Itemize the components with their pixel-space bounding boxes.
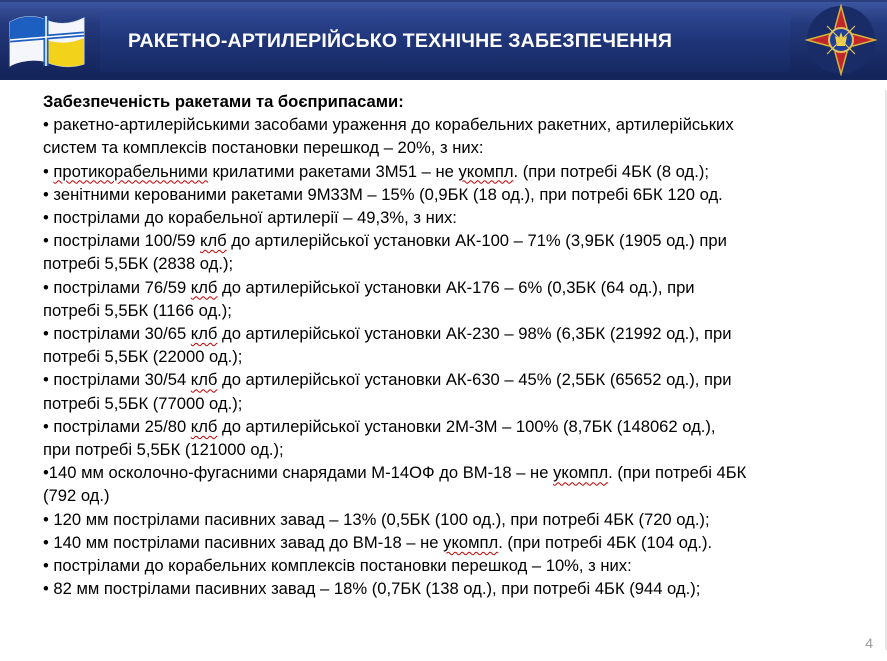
- content-lines: [43, 113, 873, 600]
- header-bar: [0, 0, 887, 80]
- line-text: • 120 мм пострілами пасивних завад – 13% (0,5БК (100 од.), при потребі 4БК (720 од.);: [43, 509, 710, 529]
- line-text: • ракетно-артилерійськими засобами ураження до корабельних ракетних, артилерійських: [43, 115, 734, 135]
- line-text: • пострілами 25/80: [43, 416, 191, 436]
- list-item: [43, 415, 873, 438]
- line-text: •: [43, 161, 54, 181]
- list-item: [43, 392, 873, 415]
- line-text: до артилерійської установки АК-230 – 98% (6,3БК (21992 од.), при: [217, 324, 732, 344]
- line-text: • пострілами 30/54: [43, 370, 191, 390]
- line-text: • пострілами 30/65: [43, 324, 191, 344]
- line-text: до артилерійської установки АК-176 – 6% (0,3БК (64 од.), при: [217, 277, 695, 297]
- spellcheck-word: укомпл: [443, 532, 499, 552]
- list-item: [43, 484, 873, 507]
- line-text: потребі 5,5БК (22000 од.);: [43, 347, 243, 367]
- spellcheck-word: укомпл: [458, 161, 514, 181]
- list-item: [43, 276, 873, 299]
- spellcheck-word: клб: [200, 231, 227, 251]
- line-text: потребі 5,5БК (2838 од.);: [43, 254, 234, 274]
- spellcheck-word: клб: [190, 370, 218, 390]
- content-heading: Забезпеченість ракетами та боєприпасами:: [43, 92, 404, 111]
- list-item: [43, 461, 873, 484]
- line-text: • зенітними керованими ракетами 9М33М – 15% (0,9БК (18 од.), при потребі 6БК 120 од.: [43, 184, 723, 204]
- line-text: • пострілами до корабельних комплексів постановки перешкод – 10%, з них:: [43, 556, 632, 576]
- line-text: • 140 мм пострілами пасивних завад до ВМ-18 – не: [43, 532, 444, 552]
- line-text: • 82 мм пострілами пасивних завад – 18% (0,7БК (138 од.), при потребі 4БК (944 од.);: [43, 579, 701, 599]
- line-text: крилатими ракетами 3М51 – не: [207, 161, 459, 181]
- main-content: [43, 90, 873, 600]
- list-item: [43, 322, 873, 345]
- line-text: . (при потребі 4БК: [608, 463, 747, 483]
- list-item: [43, 531, 873, 554]
- line-text: до артилерійської установки 2М-3М – 100% (8,7БК (148062 од.),: [217, 416, 716, 436]
- line-text: . (при потребі 4БК (8 од.);: [513, 161, 709, 181]
- line-text: до артилерійської установки АК-630 – 45% (2,5БК (65652 од.), при: [217, 370, 732, 390]
- navy-cross-emblem-icon: [805, 4, 877, 76]
- spellcheck-word: клб: [190, 324, 218, 344]
- line-text: потребі 5,5БК (1166 од.);: [43, 300, 232, 320]
- list-item: [43, 345, 873, 368]
- page-title: РАКЕТНО-АРТИЛЕРІЙСЬКО ТЕХНІЧНЕ ЗАБЕЗПЕЧЕННЯ: [128, 30, 673, 52]
- spellcheck-word: протикорабельними: [53, 161, 208, 181]
- list-item: [43, 554, 873, 577]
- spellcheck-word: укомпл: [553, 463, 609, 483]
- list-item: [43, 136, 873, 159]
- line-text: до артилерійської установки АК-100 – 71% (3,9БК (1905 од.) при: [226, 231, 727, 251]
- page-number: 4: [865, 635, 873, 651]
- spellcheck-word: клб: [190, 416, 218, 436]
- list-item: [43, 299, 873, 322]
- list-item: [43, 183, 873, 206]
- list-item: [43, 252, 873, 275]
- list-item: [43, 368, 873, 391]
- list-item: [43, 508, 873, 531]
- line-text: •140 мм осколочно-фугасними снарядами М-14ОФ до ВМ-18 – не: [43, 463, 554, 483]
- line-text: при потребі 5,5БК (121000 од.);: [43, 440, 284, 460]
- list-item: [43, 206, 873, 229]
- line-text: • пострілами до корабельної артилерії – 49,3%, з них:: [43, 208, 457, 228]
- list-item: [43, 160, 873, 183]
- list-item: [43, 229, 873, 252]
- line-text: потребі 5,5БК (77000 од.);: [43, 393, 243, 413]
- line-text: • пострілами 76/59: [43, 277, 191, 297]
- line-text: • пострілами 100/59: [43, 231, 201, 251]
- list-item: [43, 113, 873, 136]
- line-text: систем та комплексів постановки перешкод – 20%, з них:: [43, 138, 484, 158]
- spellcheck-word: клб: [190, 277, 218, 297]
- line-text: (792 од.): [43, 486, 110, 506]
- list-item: [43, 438, 873, 461]
- list-item: [43, 577, 873, 600]
- naval-flag-icon: [6, 8, 88, 74]
- line-text: . (при потребі 4БК (104 од.).: [498, 532, 713, 552]
